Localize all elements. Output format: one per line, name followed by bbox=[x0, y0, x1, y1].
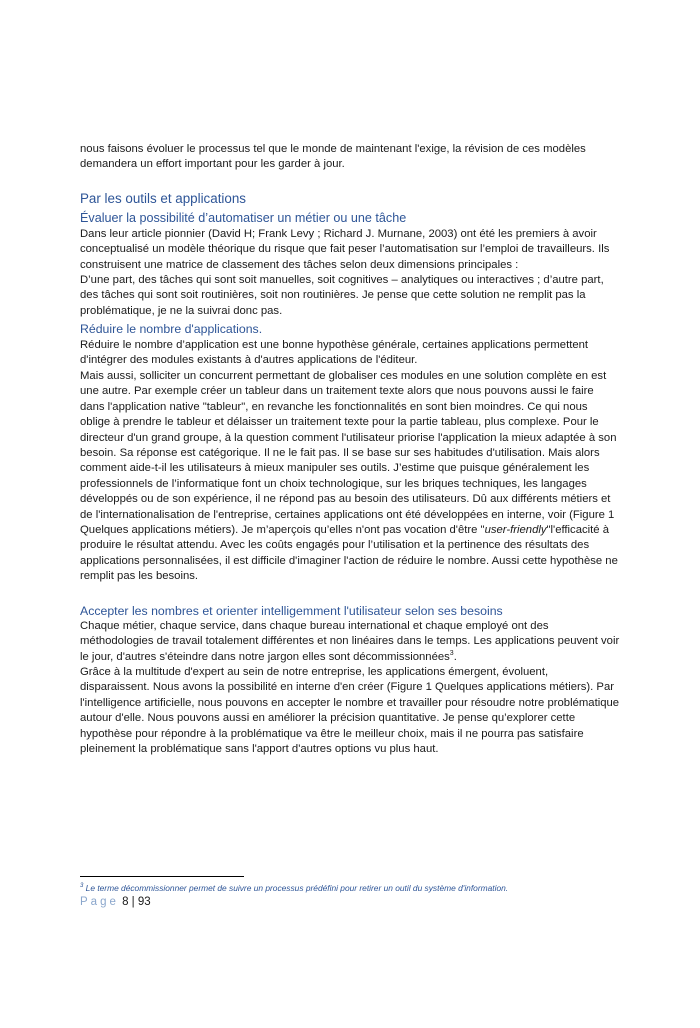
subsection-title-reduire: Réduire le nombre d'applications. bbox=[80, 322, 263, 336]
paragraph-accepter-1-end: . bbox=[453, 650, 457, 663]
page-separator: | bbox=[131, 896, 135, 908]
paragraph-accepter-2: Grâce à la multitude d'expert au sein de notre entreprise, les applications émergent, évoluent, disparaissent. Nous avons la possibilité en interne d'en créer (Figure 1 Quelques applications métiers). Par l'intelligence artificielle, nous pouvons en accepter le nombre et travailler pour résoudre notre problématique autour d'elle. Nous pouvons aussi en améliorer la précision quantitative. Je pense qu’explorer cette hypothèse pour répondre à la problématique va être le meilleur choix, mais il ne pourra pas satisfaire pleinement la problématique sans l'apport d'autres options vu plus haut. bbox=[80, 666, 620, 756]
page-current: 8 bbox=[122, 896, 129, 908]
paragraph-reduire-1: Réduire le nombre d’application est une bonne hypothèse générale, certaines applications permettent d'intégrer des modules existants à d'autres applications de l'éditeur. bbox=[80, 339, 589, 367]
page-number bbox=[80, 896, 151, 908]
footnote-divider bbox=[80, 876, 244, 877]
paragraph-reduire-2-text: Mais aussi, solliciter un concurrent permettant de globaliser ces modules en une solution complète en est une autre. Par exemple créer un tableur dans un traitement texte alors que nous pouvons aussi le faire dans l'application native "tableur", en revanche les fonctionnalités en sont bien moindres. Ce qui nous oblige à prendre le tableur et délaisser un traitement texte pour la partie tableau, plus complexe. Pour le directeur d'un grand groupe, à la question comment l'utilisateur priorise l'application la mieux adaptée à son besoin. Sa réponse est catégorique. Il ne le fait pas. Il se base sur ses habitudes d'utilisation. Mais alors comment aide-t-il les utilisateurs à mieux manipuler ses outils. J’estime que puisque généralement les professionnels de l’informatique font un choix technologique, sur les briques techniques, les langages développés ou de son expérience, il ne répond pas au besoin des utilisateurs. Dû aux différents métiers et de l'internationalisation de l'entreprise, certaines applications ont été développées en interne, voir (Figure 1 Quelques applications métiers). Je m’aperçois qu’elles n'ont pas vocation d'être " bbox=[80, 370, 617, 537]
footnote bbox=[80, 883, 508, 893]
intro-paragraph: nous faisons évoluer le processus tel que le monde de maintenant l'exige, la révision de ces modèles demandera un effort important pour les garder à jour. bbox=[80, 143, 586, 171]
footnote-text: Le terme décommissionner permet de suivre un processus prédéfini pour retirer un outil du système d'information. bbox=[83, 883, 509, 893]
paragraph-automatiser-1: Dans leur article pionnier (David H; Frank Levy ; Richard J. Murnane, 2003) ont été les premiers à avoir conceptualisé un modèle théorique du risque que fait peser l’automatisation sur l’emploi de travailleurs. Ils construisent une matrice de classement des tâches selon deux dimensions principales : bbox=[80, 228, 610, 271]
paragraph-accepter-1 bbox=[80, 619, 620, 665]
subsection-title-automatiser: Évaluer la possibilité d’automatiser un métier ou une tâche bbox=[80, 211, 407, 225]
paragraph-accepter-1-text: Chaque métier, chaque service, dans chaque bureau international et chaque employé ont des méthodologies de travail totalement différentes et non linéaires dans le temps. Les applications peuvent voir le jour, d'autres s'éteindre dans notre jargon elles sont décommissionnées bbox=[80, 620, 620, 663]
footnote-reference[interactable]: 3 bbox=[449, 650, 454, 658]
footnote-marker: 3 bbox=[80, 883, 84, 890]
paragraph-automatiser-2: D’une part, des tâches qui sont soit manuelles, soit cognitives – analytiques ou interactives ; d’autre part, des tâches qui sont soit routinières, soit non routinières. Je pense que cette solution ne remplit pas la problématique, je ne la suivrai donc pas. bbox=[80, 274, 604, 317]
page-label: Page bbox=[80, 896, 119, 908]
page-total: 93 bbox=[137, 896, 151, 908]
paragraph-reduire-2 bbox=[80, 369, 620, 585]
subsection-title-accepter: Accepter les nombres et orienter intelligemment l'utilisateur selon ses besoins bbox=[80, 604, 503, 618]
section-title: Par les outils et applications bbox=[80, 191, 246, 206]
user-friendly-term: user-friendly bbox=[484, 524, 547, 537]
paragraph-reduire-2-text-end: "l'efficacité à produire le résultat attendu. Avec les coûts engagés pour l’utilisation et la pertinence des résultats des applications personnalisées, il est difficile d'imaginer l'action de réduire le nombre. Aussi cette hypothèse ne remplit pas les besoins. bbox=[80, 524, 618, 583]
